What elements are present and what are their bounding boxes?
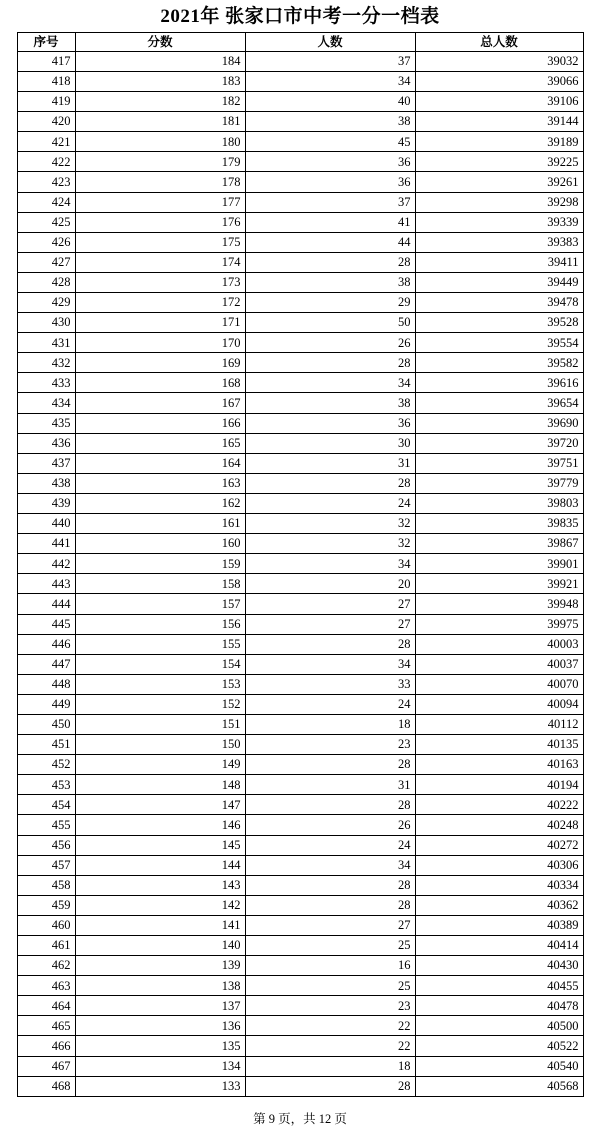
cell-score: 145 [75, 835, 245, 855]
cell-count: 26 [245, 815, 415, 835]
cell-total: 39189 [415, 132, 583, 152]
cell-score: 162 [75, 493, 245, 513]
cell-count: 28 [245, 795, 415, 815]
cell-score: 134 [75, 1056, 245, 1076]
cell-total: 39921 [415, 574, 583, 594]
cell-score: 150 [75, 735, 245, 755]
cell-count: 34 [245, 554, 415, 574]
table-row [17, 51, 583, 71]
page-footer: 第 9 页，共 12 页 [253, 1111, 347, 1126]
cell-count: 50 [245, 313, 415, 333]
cell-seq: 437 [17, 453, 75, 473]
cell-total: 39411 [415, 252, 583, 272]
cell-score: 148 [75, 775, 245, 795]
cell-score: 177 [75, 192, 245, 212]
table-row [17, 634, 583, 654]
table-row [17, 92, 583, 112]
cell-count: 22 [245, 1036, 415, 1056]
table-row [17, 895, 583, 915]
cell-count: 28 [245, 252, 415, 272]
cell-total: 39478 [415, 293, 583, 313]
table-row [17, 775, 583, 795]
cell-total: 39690 [415, 413, 583, 433]
column-header-count: 人数 [245, 32, 415, 51]
cell-seq: 458 [17, 875, 75, 895]
cell-score: 160 [75, 534, 245, 554]
cell-count: 28 [245, 1076, 415, 1096]
cell-total: 39975 [415, 614, 583, 634]
cell-total: 39835 [415, 514, 583, 534]
cell-count: 25 [245, 936, 415, 956]
cell-score: 149 [75, 755, 245, 775]
cell-score: 163 [75, 473, 245, 493]
cell-total: 39339 [415, 212, 583, 232]
cell-count: 27 [245, 915, 415, 935]
cell-score: 168 [75, 373, 245, 393]
cell-count: 33 [245, 674, 415, 694]
cell-seq: 444 [17, 594, 75, 614]
cell-seq: 443 [17, 574, 75, 594]
cell-seq: 417 [17, 51, 75, 71]
table-row [17, 152, 583, 172]
cell-score: 184 [75, 51, 245, 71]
cell-seq: 448 [17, 674, 75, 694]
cell-score: 167 [75, 393, 245, 413]
table-row [17, 373, 583, 393]
cell-count: 25 [245, 976, 415, 996]
cell-score: 173 [75, 272, 245, 292]
cell-seq: 423 [17, 172, 75, 192]
table-row [17, 714, 583, 734]
cell-seq: 449 [17, 694, 75, 714]
cell-count: 28 [245, 473, 415, 493]
table-row [17, 594, 583, 614]
cell-total: 39779 [415, 473, 583, 493]
cell-total: 39225 [415, 152, 583, 172]
cell-seq: 465 [17, 1016, 75, 1036]
cell-seq: 430 [17, 313, 75, 333]
cell-count: 32 [245, 514, 415, 534]
cell-score: 144 [75, 855, 245, 875]
cell-seq: 468 [17, 1076, 75, 1096]
table-row [17, 232, 583, 252]
cell-count: 34 [245, 71, 415, 91]
cell-count: 29 [245, 293, 415, 313]
cell-total: 40306 [415, 855, 583, 875]
table-row [17, 172, 583, 192]
table-row [17, 1036, 583, 1056]
cell-score: 165 [75, 433, 245, 453]
cell-seq: 440 [17, 514, 75, 534]
cell-score: 179 [75, 152, 245, 172]
cell-total: 39654 [415, 393, 583, 413]
cell-score: 164 [75, 453, 245, 473]
cell-seq: 431 [17, 333, 75, 353]
table-row [17, 694, 583, 714]
cell-total: 39261 [415, 172, 583, 192]
cell-count: 36 [245, 413, 415, 433]
cell-count: 18 [245, 1056, 415, 1076]
cell-total: 40414 [415, 936, 583, 956]
cell-count: 40 [245, 92, 415, 112]
cell-total: 39867 [415, 534, 583, 554]
cell-count: 32 [245, 534, 415, 554]
cell-count: 45 [245, 132, 415, 152]
cell-count: 38 [245, 112, 415, 132]
cell-count: 22 [245, 1016, 415, 1036]
cell-count: 26 [245, 333, 415, 353]
cell-seq: 462 [17, 956, 75, 976]
cell-seq: 447 [17, 654, 75, 674]
cell-seq: 439 [17, 493, 75, 513]
cell-total: 39449 [415, 272, 583, 292]
cell-count: 28 [245, 353, 415, 373]
cell-score: 133 [75, 1076, 245, 1096]
cell-count: 34 [245, 654, 415, 674]
cell-score: 147 [75, 795, 245, 815]
table-row [17, 855, 583, 875]
table-row [17, 353, 583, 373]
cell-total: 40430 [415, 956, 583, 976]
table-row [17, 795, 583, 815]
cell-count: 34 [245, 373, 415, 393]
cell-seq: 450 [17, 714, 75, 734]
cell-seq: 429 [17, 293, 75, 313]
cell-score: 141 [75, 915, 245, 935]
cell-total: 40037 [415, 654, 583, 674]
cell-score: 151 [75, 714, 245, 734]
cell-total: 40248 [415, 815, 583, 835]
table-row [17, 1056, 583, 1076]
table-row [17, 433, 583, 453]
cell-count: 34 [245, 855, 415, 875]
cell-score: 155 [75, 634, 245, 654]
cell-count: 23 [245, 735, 415, 755]
cell-seq: 463 [17, 976, 75, 996]
cell-score: 183 [75, 71, 245, 91]
cell-total: 40389 [415, 915, 583, 935]
cell-total: 39948 [415, 594, 583, 614]
cell-seq: 446 [17, 634, 75, 654]
cell-total: 40362 [415, 895, 583, 915]
cell-score: 153 [75, 674, 245, 694]
cell-count: 36 [245, 172, 415, 192]
cell-score: 137 [75, 996, 245, 1016]
cell-seq: 456 [17, 835, 75, 855]
cell-count: 16 [245, 956, 415, 976]
cell-total: 39106 [415, 92, 583, 112]
cell-total: 40478 [415, 996, 583, 1016]
table-row [17, 112, 583, 132]
table-row [17, 413, 583, 433]
table-row [17, 1016, 583, 1036]
cell-score: 140 [75, 936, 245, 956]
cell-total: 39528 [415, 313, 583, 333]
cell-seq: 455 [17, 815, 75, 835]
table-row [17, 71, 583, 91]
cell-count: 36 [245, 152, 415, 172]
cell-total: 40003 [415, 634, 583, 654]
cell-total: 40272 [415, 835, 583, 855]
cell-count: 28 [245, 755, 415, 775]
table-row [17, 654, 583, 674]
cell-seq: 467 [17, 1056, 75, 1076]
cell-total: 39144 [415, 112, 583, 132]
table-row [17, 252, 583, 272]
cell-seq: 460 [17, 915, 75, 935]
cell-score: 142 [75, 895, 245, 915]
cell-count: 37 [245, 192, 415, 212]
cell-total: 40500 [415, 1016, 583, 1036]
cell-total: 39582 [415, 353, 583, 373]
cell-seq: 454 [17, 795, 75, 815]
cell-count: 28 [245, 895, 415, 915]
table-row [17, 333, 583, 353]
table-row [17, 212, 583, 232]
cell-count: 24 [245, 694, 415, 714]
cell-seq: 426 [17, 232, 75, 252]
table-row [17, 755, 583, 775]
column-header-score: 分数 [75, 32, 245, 51]
cell-seq: 464 [17, 996, 75, 1016]
cell-seq: 421 [17, 132, 75, 152]
cell-count: 20 [245, 574, 415, 594]
cell-count: 37 [245, 51, 415, 71]
cell-seq: 453 [17, 775, 75, 795]
table-row [17, 473, 583, 493]
cell-count: 23 [245, 996, 415, 1016]
cell-count: 18 [245, 714, 415, 734]
cell-score: 172 [75, 293, 245, 313]
cell-count: 31 [245, 775, 415, 795]
cell-count: 24 [245, 835, 415, 855]
cell-total: 40194 [415, 775, 583, 795]
cell-score: 135 [75, 1036, 245, 1056]
cell-count: 31 [245, 453, 415, 473]
cell-seq: 418 [17, 71, 75, 91]
cell-total: 40568 [415, 1076, 583, 1096]
cell-score: 152 [75, 694, 245, 714]
score-distribution-table [17, 32, 584, 1097]
cell-seq: 434 [17, 393, 75, 413]
cell-count: 24 [245, 493, 415, 513]
table-row [17, 313, 583, 333]
cell-score: 171 [75, 313, 245, 333]
cell-count: 41 [245, 212, 415, 232]
cell-seq: 442 [17, 554, 75, 574]
cell-total: 39901 [415, 554, 583, 574]
cell-seq: 433 [17, 373, 75, 393]
table-row [17, 875, 583, 895]
cell-total: 39066 [415, 71, 583, 91]
table-row [17, 735, 583, 755]
cell-total: 39032 [415, 51, 583, 71]
cell-score: 178 [75, 172, 245, 192]
cell-score: 139 [75, 956, 245, 976]
table-row [17, 956, 583, 976]
cell-score: 176 [75, 212, 245, 232]
cell-seq: 428 [17, 272, 75, 292]
cell-count: 44 [245, 232, 415, 252]
cell-score: 175 [75, 232, 245, 252]
cell-seq: 424 [17, 192, 75, 212]
cell-score: 180 [75, 132, 245, 152]
table-row [17, 272, 583, 292]
table-row [17, 192, 583, 212]
cell-total: 40540 [415, 1056, 583, 1076]
table-row [17, 554, 583, 574]
table-header-row [17, 32, 583, 51]
cell-seq: 427 [17, 252, 75, 272]
cell-score: 157 [75, 594, 245, 614]
cell-score: 158 [75, 574, 245, 594]
cell-score: 143 [75, 875, 245, 895]
cell-count: 28 [245, 875, 415, 895]
cell-score: 146 [75, 815, 245, 835]
table-row [17, 574, 583, 594]
cell-total: 39554 [415, 333, 583, 353]
cell-total: 40222 [415, 795, 583, 815]
cell-total: 40070 [415, 674, 583, 694]
cell-count: 38 [245, 272, 415, 292]
table-row [17, 534, 583, 554]
cell-total: 39383 [415, 232, 583, 252]
cell-total: 39298 [415, 192, 583, 212]
table-row [17, 614, 583, 634]
cell-total: 39803 [415, 493, 583, 513]
cell-score: 161 [75, 514, 245, 534]
cell-total: 40163 [415, 755, 583, 775]
cell-total: 40112 [415, 714, 583, 734]
cell-seq: 420 [17, 112, 75, 132]
cell-total: 40455 [415, 976, 583, 996]
cell-score: 174 [75, 252, 245, 272]
table-row [17, 493, 583, 513]
table-row [17, 514, 583, 534]
cell-seq: 461 [17, 936, 75, 956]
table-body [17, 51, 583, 1096]
table-row [17, 835, 583, 855]
cell-seq: 425 [17, 212, 75, 232]
table-row [17, 132, 583, 152]
cell-score: 170 [75, 333, 245, 353]
cell-total: 39751 [415, 453, 583, 473]
cell-total: 40135 [415, 735, 583, 755]
page-title: 2021年 张家口市中考一分一档表 [160, 6, 440, 27]
cell-total: 40094 [415, 694, 583, 714]
cell-count: 27 [245, 614, 415, 634]
cell-count: 30 [245, 433, 415, 453]
table-row [17, 996, 583, 1016]
cell-seq: 436 [17, 433, 75, 453]
cell-score: 169 [75, 353, 245, 373]
column-header-total: 总人数 [415, 32, 583, 51]
cell-score: 136 [75, 1016, 245, 1036]
column-header-seq: 序号 [17, 32, 75, 51]
cell-seq: 452 [17, 755, 75, 775]
cell-seq: 445 [17, 614, 75, 634]
cell-count: 28 [245, 634, 415, 654]
table-row [17, 915, 583, 935]
cell-total: 40522 [415, 1036, 583, 1056]
cell-seq: 466 [17, 1036, 75, 1056]
cell-score: 181 [75, 112, 245, 132]
cell-score: 138 [75, 976, 245, 996]
cell-total: 39720 [415, 433, 583, 453]
cell-seq: 419 [17, 92, 75, 112]
cell-score: 156 [75, 614, 245, 634]
cell-count: 27 [245, 594, 415, 614]
table-row [17, 936, 583, 956]
cell-seq: 451 [17, 735, 75, 755]
table-row [17, 674, 583, 694]
table-row [17, 393, 583, 413]
cell-score: 159 [75, 554, 245, 574]
cell-seq: 435 [17, 413, 75, 433]
cell-seq: 459 [17, 895, 75, 915]
cell-seq: 438 [17, 473, 75, 493]
table-row [17, 293, 583, 313]
cell-count: 38 [245, 393, 415, 413]
cell-score: 166 [75, 413, 245, 433]
cell-seq: 422 [17, 152, 75, 172]
cell-total: 40334 [415, 875, 583, 895]
table-row [17, 1076, 583, 1096]
table-row [17, 976, 583, 996]
cell-score: 154 [75, 654, 245, 674]
cell-score: 182 [75, 92, 245, 112]
cell-total: 39616 [415, 373, 583, 393]
cell-seq: 457 [17, 855, 75, 875]
table-row [17, 453, 583, 473]
cell-seq: 432 [17, 353, 75, 373]
cell-seq: 441 [17, 534, 75, 554]
table-row [17, 815, 583, 835]
